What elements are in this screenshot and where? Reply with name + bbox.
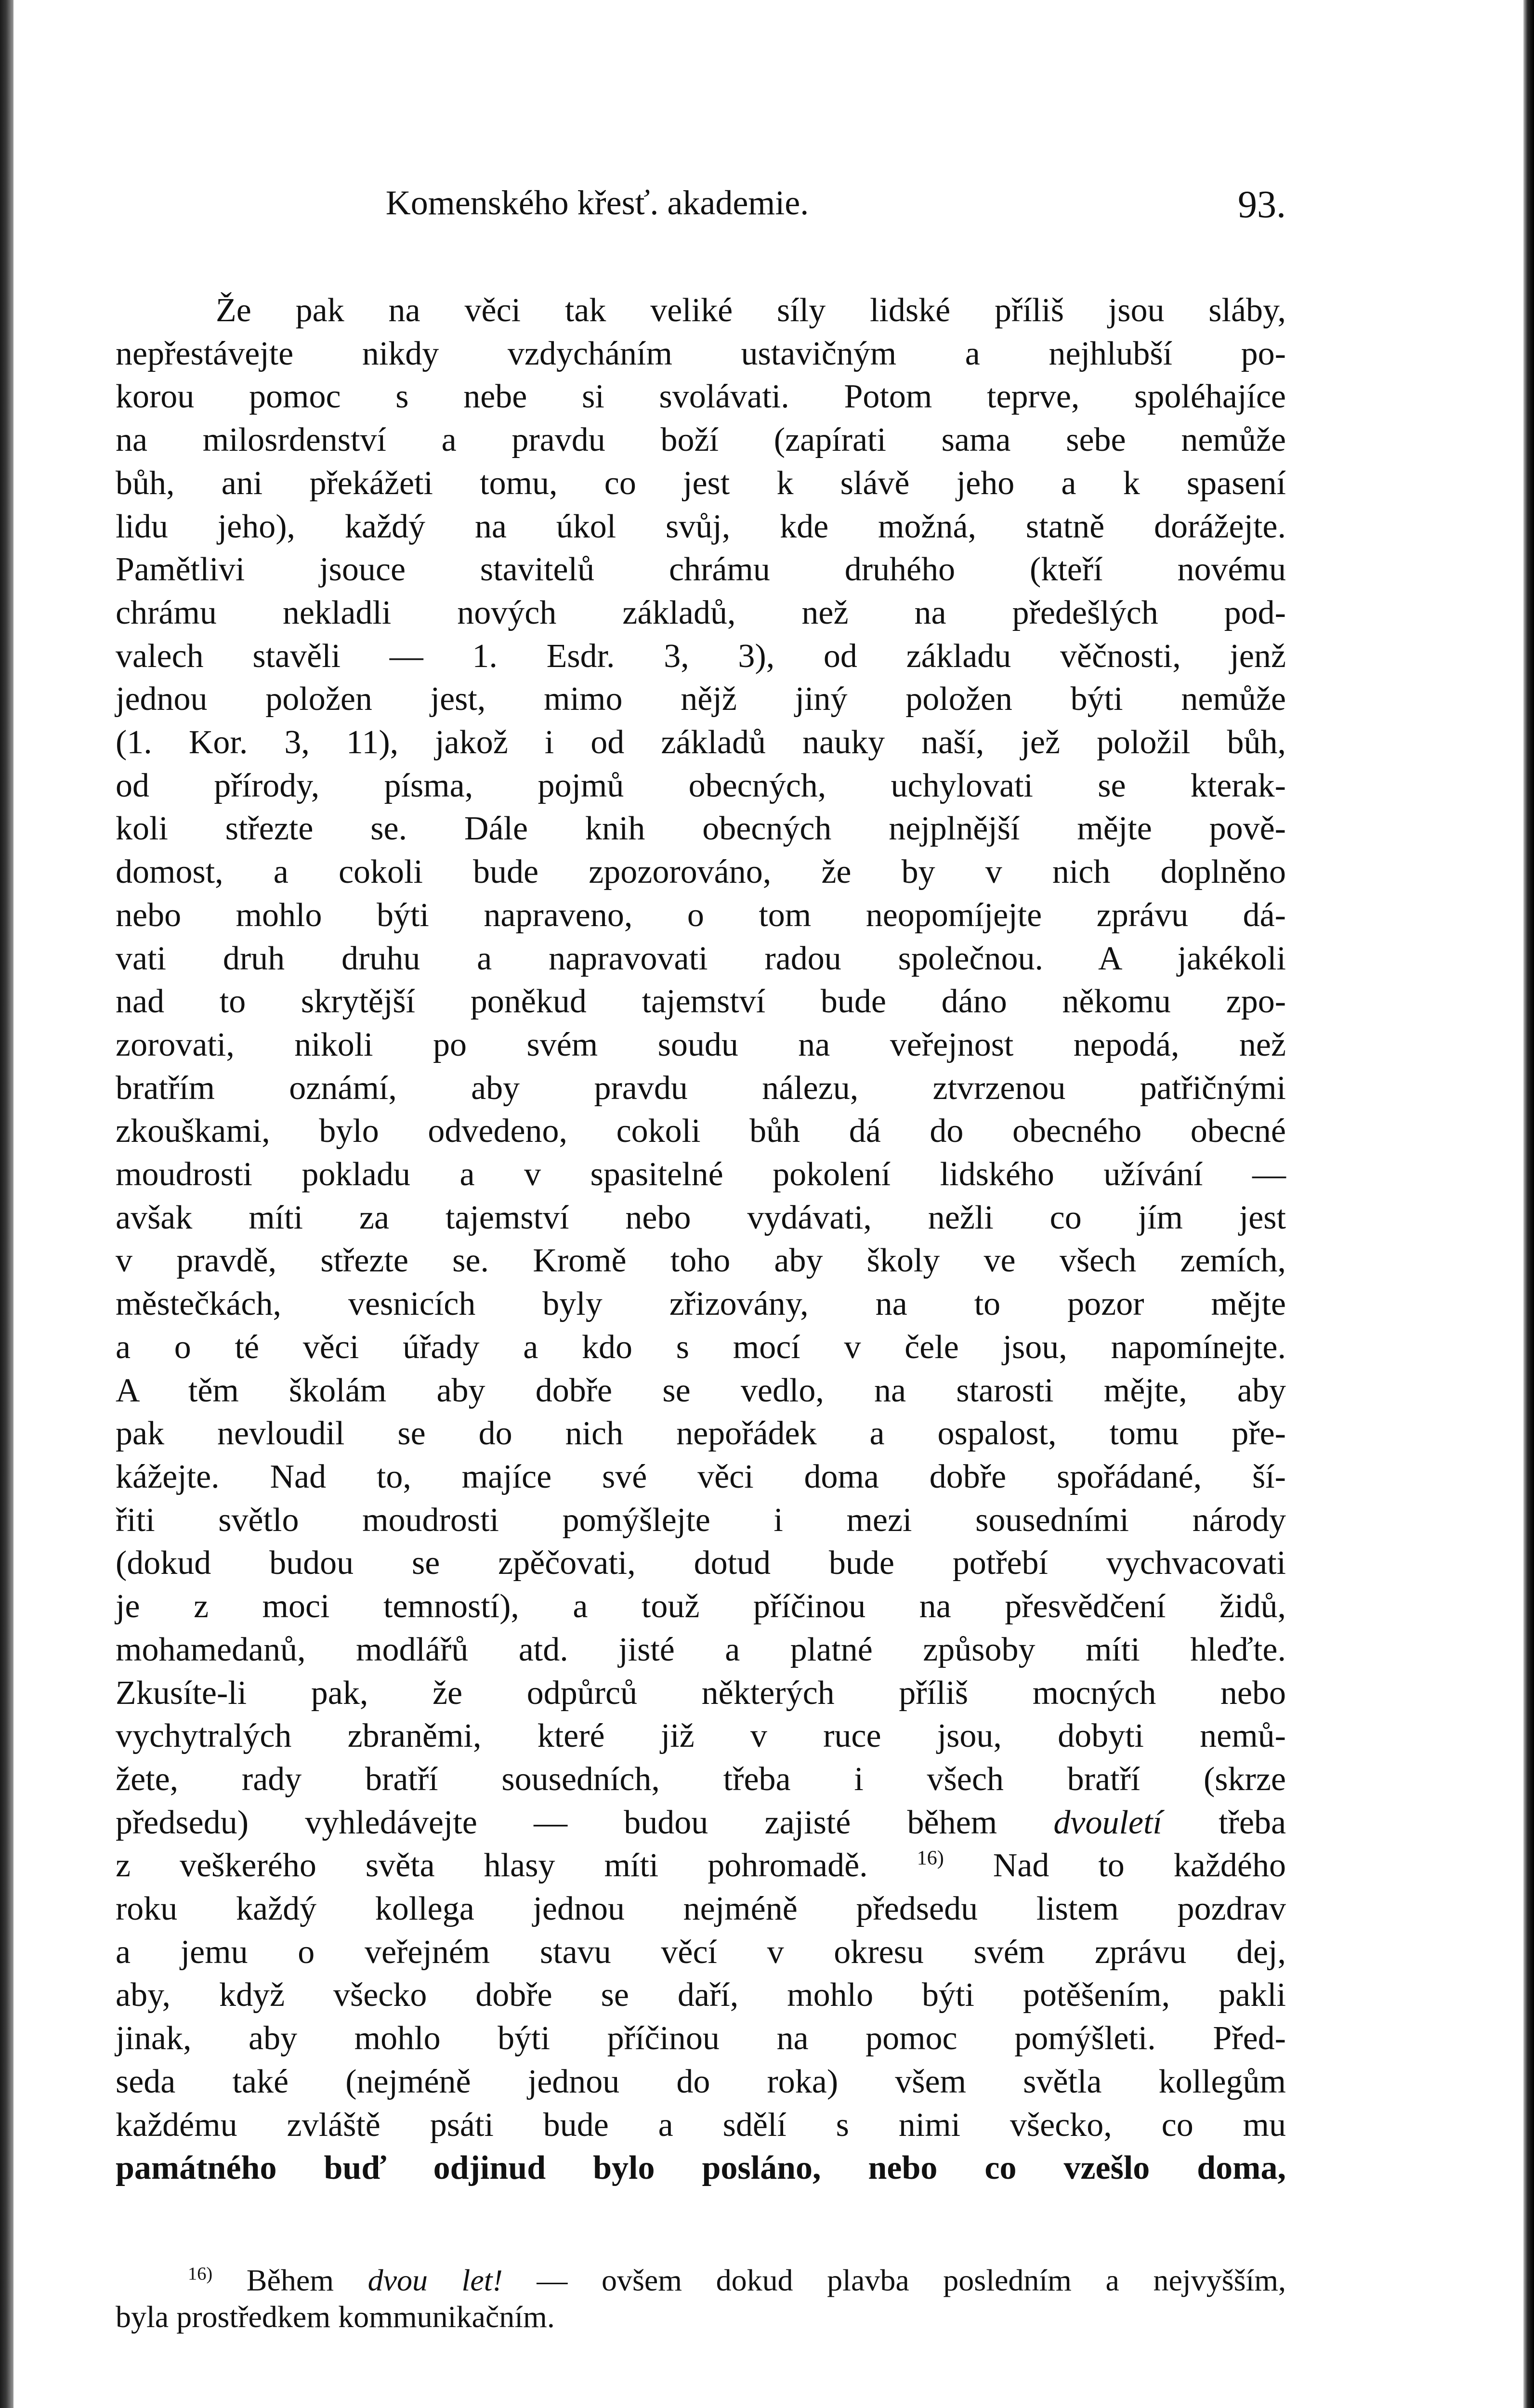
scan-edge-right bbox=[1523, 0, 1534, 2408]
text-line bbox=[116, 1844, 1286, 1887]
text-line: od přírody, písma, pojmů obecných, uchylovati se kterak- bbox=[116, 767, 1286, 804]
text-line: je z moci temností), a touž příčinou na přesvědčení židů, bbox=[116, 1588, 1286, 1625]
text-line: valech stavěli — 1. Esdr. 3, 3), od základu věčnosti, jenž bbox=[116, 637, 1286, 675]
text-line: A těm školám aby dobře se vedlo, na starosti mějte, aby bbox=[116, 1372, 1286, 1409]
text-line: nebo mohlo býti napraveno, o tom neopomíjejte zprávu dá- bbox=[116, 896, 1286, 934]
text-line: nepřestávejte nikdy vzdycháním ustavičným a nejhlubší po- bbox=[116, 335, 1286, 372]
text-line: na milosrdenství a pravdu boží (zapírati sama sebe nemůže bbox=[116, 421, 1286, 459]
text-line: avšak míti za tajemství nebo vydávati, nežli co jím jest bbox=[116, 1199, 1286, 1236]
running-head bbox=[116, 183, 1286, 236]
footnote-line bbox=[116, 2262, 1286, 2299]
text-line: Zkusíte-li pak, že odpůrců některých příliš mocných nebo bbox=[116, 1674, 1286, 1712]
text-line: jednou položen jest, mimo nějž jiný položen býti nemůže bbox=[116, 681, 1286, 718]
text-line: (dokud budou se zpěčovati, dotud bude potřebí vychvacovati bbox=[116, 1544, 1286, 1582]
footnote-marker: 16) bbox=[188, 2264, 213, 2284]
body-text bbox=[116, 289, 1286, 2190]
footnote-reference[interactable]: 16) bbox=[917, 1847, 944, 1870]
text-line-segment: Nad to každého bbox=[993, 1847, 1286, 1885]
text-line: a jemu o veřejném stavu věcí v okresu svém zprávu dej, bbox=[116, 1933, 1286, 1971]
footnote-marker-number: 16 bbox=[188, 2264, 207, 2284]
page bbox=[116, 183, 1286, 2335]
text-line: seda také (nejméně jednou do roka) všem světla kollegům bbox=[116, 2063, 1286, 2100]
footnotes bbox=[116, 2262, 1286, 2335]
footnote-emphasis: dvou let! bbox=[367, 2263, 503, 2297]
text-line: zkouškami, bylo odvedeno, cokoli bůh dá do obecného obecné bbox=[116, 1112, 1286, 1150]
footnote-text: — ovšem dokud plavba posledním a nejvyšším, bbox=[537, 2263, 1286, 2297]
text-line: bratřím oznámí, aby pravdu nálezu, ztvrzenou patřičnými bbox=[116, 1069, 1286, 1107]
text-line: korou pomoc s nebe si svolávati. Potom teprve, spoléhajíce bbox=[116, 378, 1286, 416]
text-line: vati druh druhu a napravovati radou společnou. A jakékoli bbox=[116, 940, 1286, 977]
text-line: vychytralých zbraněmi, které již v ruce jsou, dobyti nemů- bbox=[116, 1717, 1286, 1755]
text-line: a o té věci úřady a kdo s mocí v čele jsou, napomínejte. bbox=[116, 1328, 1286, 1366]
footnote-line: byla prostředkem kommunikačním. bbox=[116, 2299, 555, 2334]
text-line: aby, když všecko dobře se daří, mohlo býti potěšením, pakli bbox=[116, 1976, 1286, 2014]
text-line: koli střezte se. Dále knih obecných nejplnější mějte pově- bbox=[116, 810, 1286, 848]
running-title: Komenského křesť. akademie. bbox=[385, 183, 809, 222]
text-line: památného buď odjinud bylo posláno, nebo co vzešlo doma, bbox=[116, 2149, 1286, 2187]
emphasis-dvouleti: dvouletí bbox=[1053, 1804, 1162, 1841]
text-line: domost, a cokoli bude zpozorováno, že by v nich doplněno bbox=[116, 853, 1286, 891]
text-line: Pamětlivi jsouce stavitelů chrámu druhého (kteří novému bbox=[116, 551, 1286, 589]
text-line: pak nevloudil se do nich nepořádek a ospalost, tomu pře- bbox=[116, 1415, 1286, 1453]
text-line: roku každý kollega jednou nejméně předsedu listem pozdrav bbox=[116, 1890, 1286, 1928]
text-line: každému zvláště psáti bude a sdělí s nimi všecko, co mu bbox=[116, 2106, 1286, 2144]
text-line: žete, rady bratří sousedních, třeba i všech bratří (skrze bbox=[116, 1760, 1286, 1798]
text-line: bůh, ani překážeti tomu, co jest k slávě jeho a k spasení bbox=[116, 464, 1286, 502]
text-line: nad to skrytější poněkud tajemství bude dáno někomu zpo- bbox=[116, 983, 1286, 1021]
text-line: řiti světlo moudrosti pomýšlejte i mezi sousedními národy bbox=[116, 1501, 1286, 1539]
text-line: zorovati, nikoli po svém soudu na veřejnost nepodá, než bbox=[116, 1026, 1286, 1063]
text-line: Že pak na věci tak veliké síly lidské příliš jsou sláby, bbox=[216, 292, 1286, 329]
text-line: v pravdě, střezte se. Kromě toho aby školy ve všech zemích, bbox=[116, 1242, 1286, 1280]
scan-edge-left bbox=[0, 0, 13, 2408]
text-line: městečkách, vesnicích byly zřizovány, na to pozor mějte bbox=[116, 1285, 1286, 1323]
text-line: jinak, aby mohlo býti příčinou na pomoc pomýšleti. Před- bbox=[116, 2020, 1286, 2057]
text-line: chrámu nekladli nových základů, než na předešlých pod- bbox=[116, 594, 1286, 631]
text-line bbox=[116, 1801, 1286, 1845]
text-line: lidu jeho), každý na úkol svůj, kde možná, statně dorážejte. bbox=[116, 508, 1286, 545]
footnote-reference-number: 16 bbox=[917, 1847, 937, 1870]
text-line: moudrosti pokladu a v spasitelné pokolení lidského užívání — bbox=[116, 1156, 1286, 1193]
text-line: mohamedanů, modlářů atd. jisté a platné způsoby míti hleďte. bbox=[116, 1631, 1286, 1668]
text-line: (1. Kor. 3, 11), jakož i od základů nauky naší, jež položil bůh, bbox=[116, 724, 1286, 761]
text-line-segment: třeba bbox=[1219, 1804, 1286, 1841]
page-number: 93. bbox=[1238, 183, 1286, 226]
footnote-text: Během bbox=[246, 2263, 334, 2297]
text-line: kážejte. Nad to, majíce své věci doma dobře spořádané, ší- bbox=[116, 1458, 1286, 1495]
text-line-segment: předsedu) vyhledávejte — budou zajisté během bbox=[116, 1804, 997, 1841]
text-line-segment: z veškerého světa hlasy míti pohromadě. bbox=[116, 1847, 868, 1885]
